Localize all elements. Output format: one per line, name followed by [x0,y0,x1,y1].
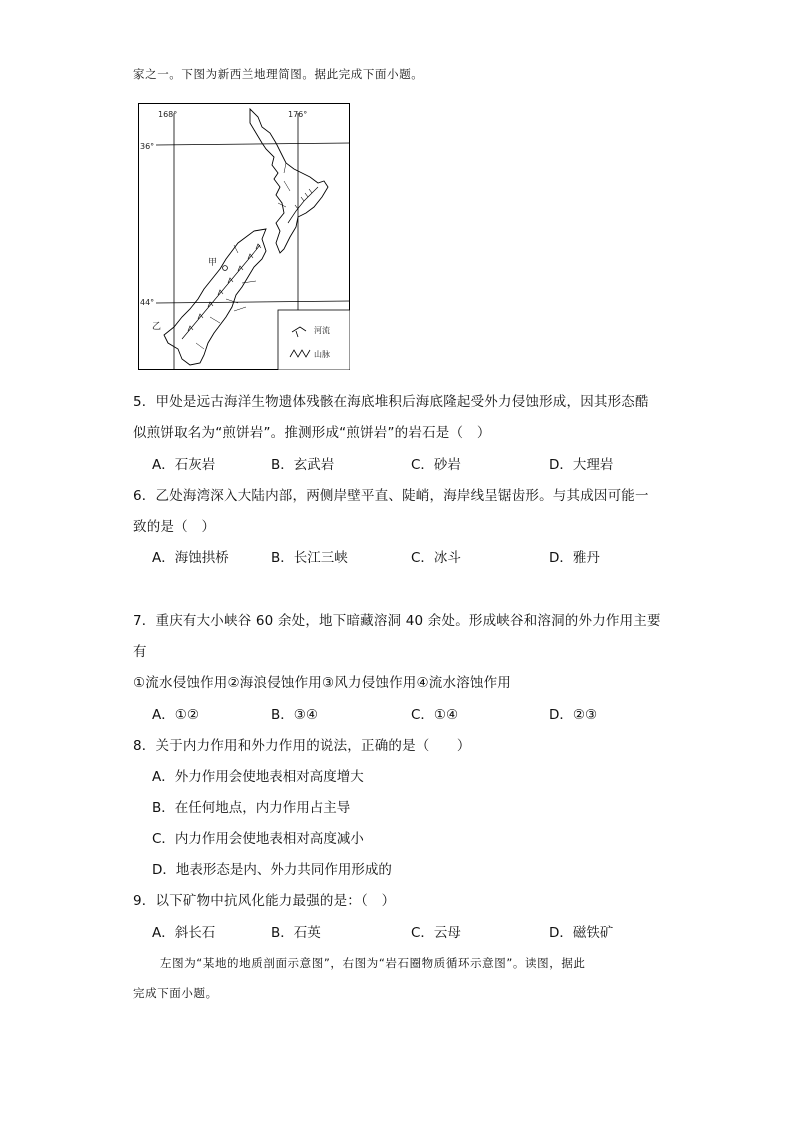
map-legend [278,310,350,370]
lon-168-label: 168° [158,110,178,119]
lat-44-label: 44° [140,298,155,307]
q7-option-c[interactable]: C．①④ [411,707,459,723]
q5-line-2: 似煎饼取名为“煎饼岩”。推测形成“煎饼岩”的岩石是（ ） [133,425,491,441]
q7-option-b[interactable]: B．③④ [271,707,318,723]
lat-36-label: 36° [140,142,155,151]
new-zealand-map [138,103,350,370]
q6-option-d[interactable]: D．雅丹 [549,550,600,566]
q9-option-b[interactable]: B．石英 [271,925,321,941]
q9-option-d[interactable]: D．磁铁矿 [549,925,614,941]
intro-text: 家之一。下图为新西兰地理简图。据此完成下面小题。 [133,67,424,81]
q5-option-a[interactable]: A．石灰岩 [152,457,216,473]
q9-option-a[interactable]: A．斜长石 [152,925,216,941]
q5-option-d[interactable]: D．大理岩 [549,457,614,473]
q7-line-1: 7．重庆有大小峡谷 60 余处，地下暗藏溶洞 40 余处。形成峡谷和溶洞的外力作用主要 [133,613,661,629]
q6-option-a[interactable]: A．海蚀拱桥 [152,550,229,566]
q5-line-1: 5．甲处是远古海洋生物遗体残骸在海底堆积后海底隆起受外力侵蚀形成，因其形态酷 [133,394,649,410]
label-jia: 甲 [208,258,218,268]
q7-option-d[interactable]: D．②③ [549,707,598,723]
q5-option-b[interactable]: B．玄武岩 [271,457,335,473]
q8-option-b[interactable]: B．在任何地点，内力作用占主导 [152,800,351,816]
outro-line-1: 左图为“某地的地质剖面示意图”，右图为“岩石圈物质循环示意图”。读图，据此 [160,956,586,970]
q9-option-c[interactable]: C．云母 [411,925,461,941]
legend-mountain-label: 山脉 [314,350,330,359]
q6-line-1: 6．乙处海湾深入大陆内部，两侧岸壁平直、陡峭，海岸线呈锯齿形。与其成因可能一 [133,488,649,504]
q6-line-2: 致的是（ ） [133,519,216,535]
lon-176-label: 176° [288,110,308,119]
q7-statements: ①流水侵蚀作用②海浪侵蚀作用③风力侵蚀作用④流水溶蚀作用 [133,675,512,691]
q6-option-c[interactable]: C．冰斗 [411,550,461,566]
q8-option-d[interactable]: D．地表形态是内、外力共同作用形成的 [152,862,392,878]
q8-option-a[interactable]: A．外力作用会使地表相对高度增大 [152,769,364,785]
q7-line-2: 有 [133,644,147,660]
q5-option-c[interactable]: C．砂岩 [411,457,461,473]
q6-option-b[interactable]: B．长江三峡 [271,550,348,566]
q8-option-c[interactable]: C．内力作用会使地表相对高度减小 [152,831,364,847]
label-yi: 乙 [152,322,162,332]
q7-option-a[interactable]: A．①② [152,707,199,723]
point-jia-marker [223,266,228,271]
q9-line-1: 9．以下矿物中抗风化能力最强的是：（ ） [133,893,396,909]
outro-line-2: 完成下面小题。 [133,986,218,1000]
legend-river-label: 河流 [314,326,330,335]
q8-line-1: 8．关于内力作用和外力作用的说法，正确的是（ ） [133,738,471,754]
